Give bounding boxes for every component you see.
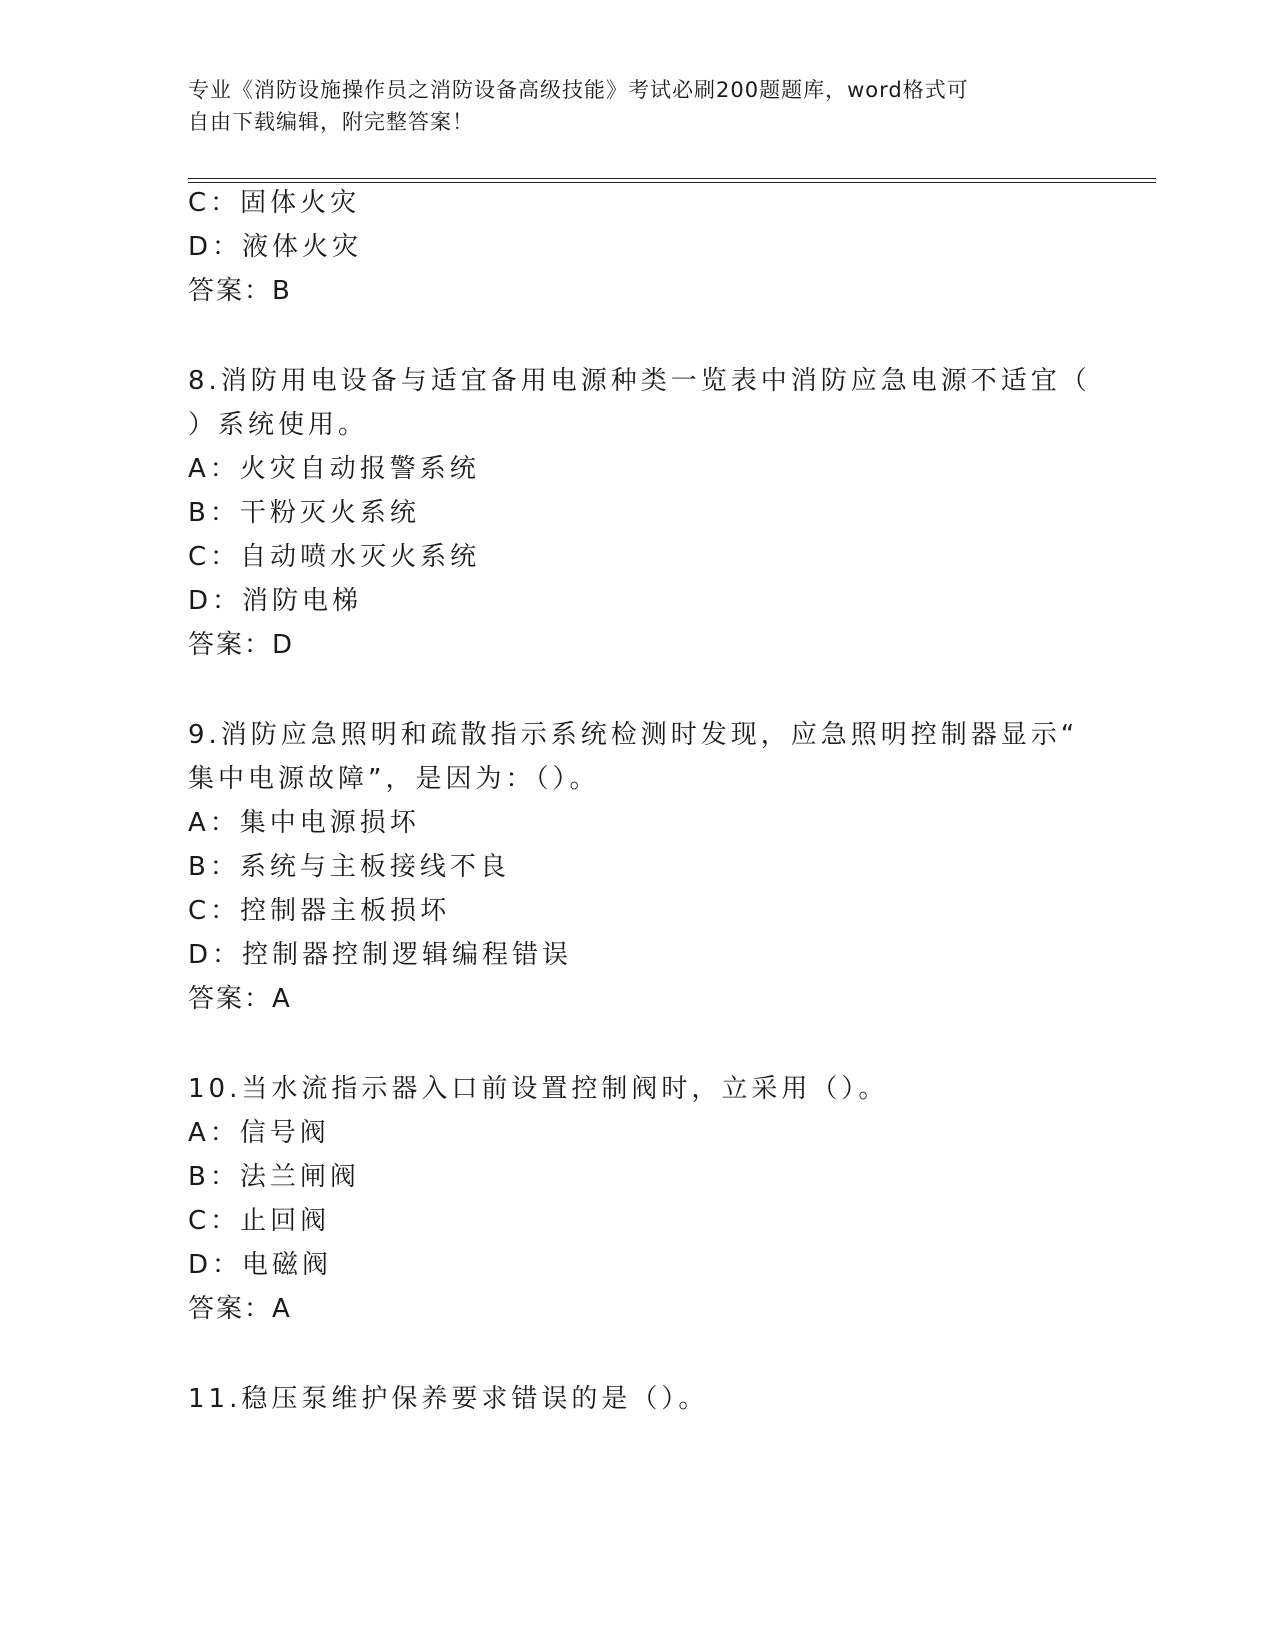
q8-option-d: D：消防电梯 xyxy=(188,586,363,616)
title-line-2: 自由下载编辑，附完整答案！ xyxy=(188,110,474,134)
q8-stem-line-1: 8.消防用电设备与适宜备用电源种类一览表中消防应急电源不适宜（ xyxy=(188,366,1091,396)
q10-option-b: B：法兰闸阀 xyxy=(188,1162,360,1192)
q8-option-a: A：火灾自动报警系统 xyxy=(188,454,480,484)
q8-option-b: B：干粉灭火系统 xyxy=(188,498,420,528)
q8-answer: 答案：D xyxy=(188,630,295,660)
title-line-1: 专业《消防设施操作员之消防设备高级技能》考试必刷200题题库，word格式可 xyxy=(188,78,969,102)
q10-option-c: C：止回阀 xyxy=(188,1206,331,1236)
q7-option-d: D：液体火灾 xyxy=(188,232,363,262)
q8-stem-line-2: ）系统使用。 xyxy=(188,410,369,440)
header-divider xyxy=(188,178,1156,183)
q7-answer: 答案：B xyxy=(188,276,292,306)
q9-option-d: D：控制器控制逻辑编程错误 xyxy=(188,940,573,970)
q8-option-c: C：自动喷水灭火系统 xyxy=(188,542,481,572)
q10-answer: 答案：A xyxy=(188,1294,292,1324)
q10-option-d: D：电磁阀 xyxy=(188,1250,333,1280)
q9-stem-line-2: 集中电源故障”，是因为：（）。 xyxy=(188,764,600,794)
q9-stem-line-1: 9.消防应急照明和疏散指示系统检测时发现，应急照明控制器显示“ xyxy=(188,720,1079,750)
q9-answer: 答案：A xyxy=(188,984,292,1014)
document-title xyxy=(188,74,1068,138)
q10-option-a: A：信号阀 xyxy=(188,1118,330,1148)
q7-option-c: C：固体火灾 xyxy=(188,188,361,218)
q9-option-a: A：集中电源损坏 xyxy=(188,808,420,838)
q10-stem: 10.当水流指示器入口前设置控制阀时，立采用（）。 xyxy=(188,1074,889,1104)
q9-option-c: C：控制器主板损坏 xyxy=(188,896,451,926)
q11-stem: 11.稳压泵维护保养要求错误的是（）。 xyxy=(188,1384,709,1414)
q9-option-b: B：系统与主板接线不良 xyxy=(188,852,510,882)
